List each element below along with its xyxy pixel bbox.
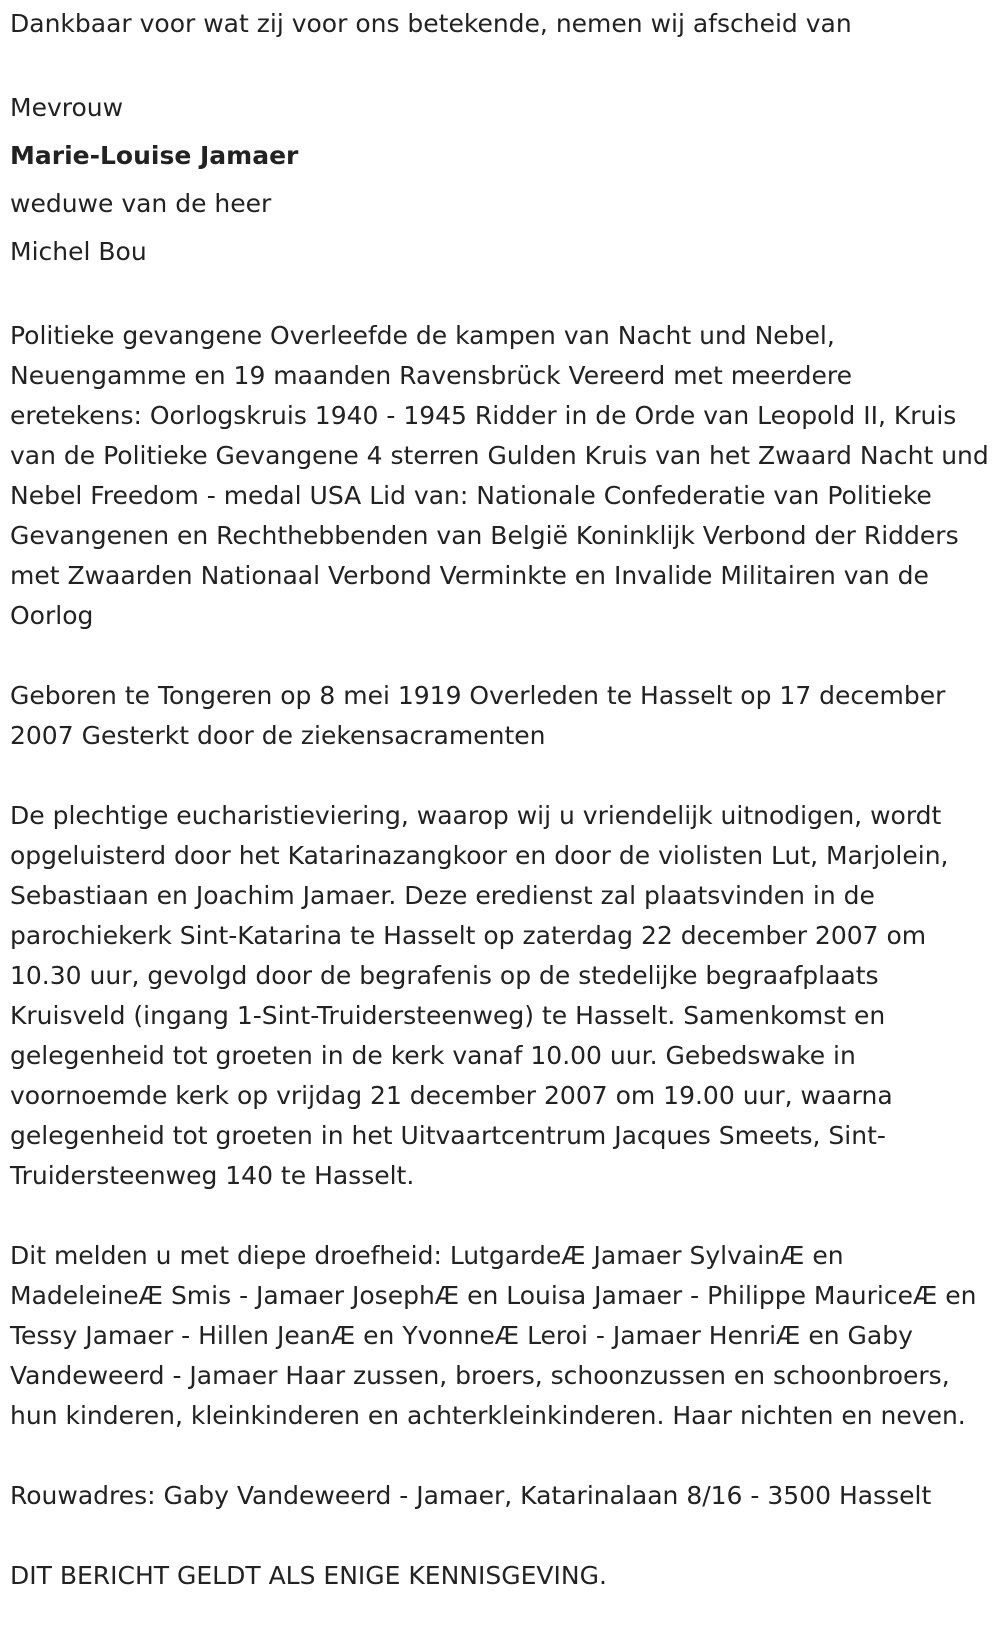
intro-text: Dankbaar voor wat zij voor ons betekende, nemen wij afscheid van [10, 9, 852, 38]
ceremony-text: De plechtige eucharistieviering, waarop wij u vriendelijk uitnodigen, wordt opgeluisterd door het Katarinazangkoor en door de violisten Lut, Marjolein, Sebastiaan en Joachim Jamaer. Deze eredienst zal plaatsvinden in de parochiekerk Sint-Katarina te Hasselt op zaterdag 22 december 2007 om 10.30 uur, gevolgd door de begrafenis op de stedelijke begraafplaats Kruisveld (ingang 1-Sint-Truidersteenweg) te Hasselt. Samenkomst en gelegenheid tot groeten in de kerk vanaf 10.00 uur. Gebedswake in voornoemde kerk op vrijdag 21 december 2007 om 19.00 uur, waarna gelegenheid tot groeten in het Uitvaartcentrum Jacques Smeets, Sint-Truidersteenweg 140 te Hasselt. [10, 801, 949, 1190]
widow-line: weduwe van de heer [10, 189, 272, 218]
address-text: Rouwadres: Gaby Vandeweerd - Jamaer, Katarinalaan 8/16 - 3500 Hasselt [10, 1481, 932, 1510]
salutation: Mevrouw [10, 93, 124, 122]
family-text: Dit melden u met diepe droefheid: LutgardeÆ Jamaer SylvainÆ en MadeleineÆ Smis - Jamaer JosephÆ en Louisa Jamaer - Philippe MauriceÆ en Tessy Jamaer - Hillen JeanÆ en YvonneÆ Leroi - Jamaer HenriÆ en Gaby Vandeweerd - Jamaer Haar zussen, broers, schoonzussen en schoonbroers, hun kinderen, kleinkinderen en achterkleinkinderen. Haar nichten en neven. [10, 1241, 977, 1430]
biography-text: Politieke gevangene Overleefde de kampen van Nacht und Nebel, Neuengamme en 19 maanden Ravensbrück Vereerd met meerdere eretekens: Oorlogskruis 1940 - 1945 Ridder in de Orde van Leopold II, Kruis van de Politieke Gevangene 4 sterren Gulden Kruis van het Zwaard Nacht und Nebel Freedom - medal USA Lid van: Nationale Confederatie van Politieke Gevangenen en Rechthebbenden van België Koninklijk Verbond der Ridders met Zwaarden Nationaal Verbond Verminkte en Invalide Militairen van de Oorlog [10, 321, 989, 630]
deceased-block [10, 84, 990, 276]
husband-name: Michel Bou [10, 237, 147, 266]
closing-text: DIT BERICHT GELDT ALS ENIGE KENNISGEVING. [10, 1561, 607, 1590]
birth-death-text: Geboren te Tongeren op 8 mei 1919 Overleden te Hasselt op 17 december 2007 Gesterkt door de ziekensacramenten [10, 681, 946, 750]
deceased-name: Marie-Louise Jamaer [10, 141, 299, 170]
